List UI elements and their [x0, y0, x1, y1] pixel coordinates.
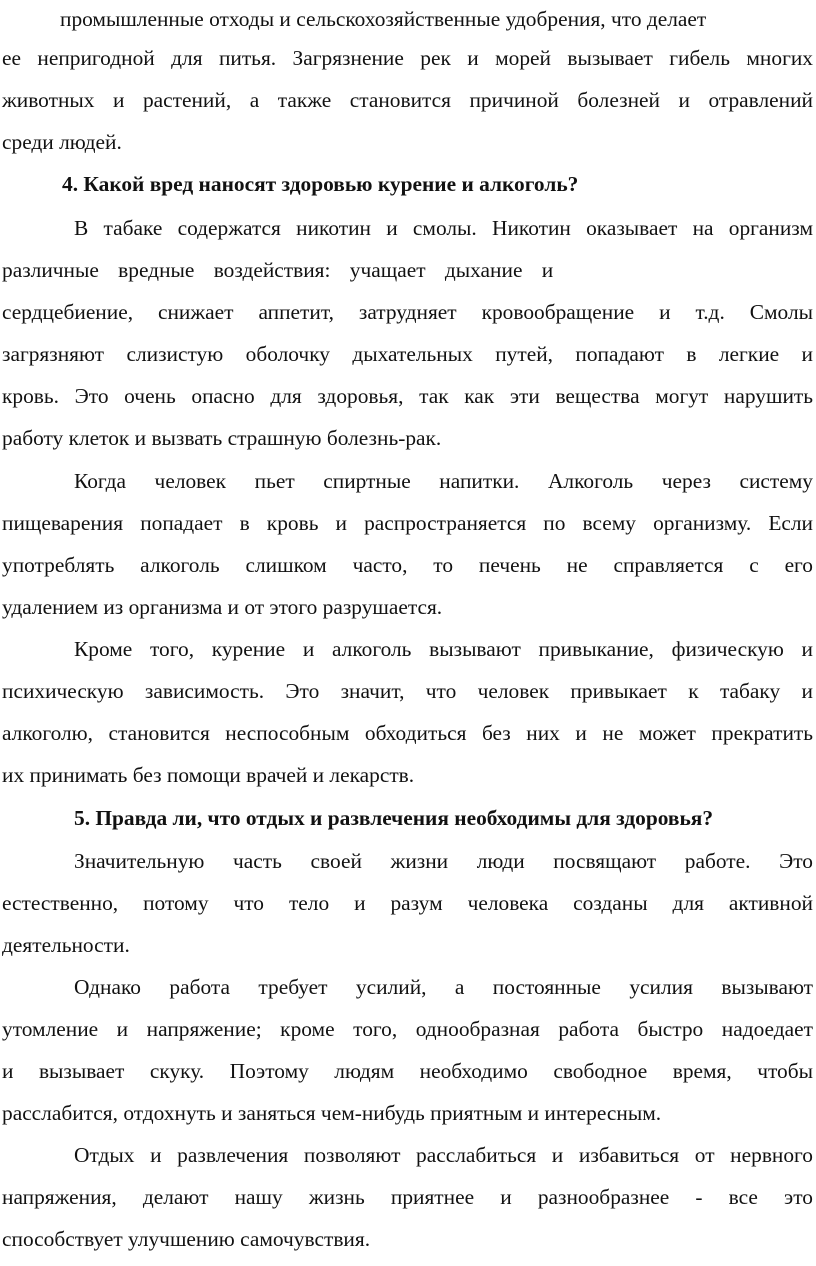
text-line: Отдых и развлечения позволяют расслабиться и избавиться от нервного — [74, 1143, 813, 1167]
text-line: употреблять алкоголь слишком часто, то печень не справляется с его — [2, 553, 813, 577]
text-line: ее непригодной для питья. Загрязнение рек и морей вызывает гибель многих — [2, 46, 813, 70]
section-heading-5: 5. Правда ли, что отдых и развлечения необходимы для здоровья? — [74, 806, 714, 830]
text-line: кровь. Это очень опасно для здоровья, так как эти вещества могут нарушить — [2, 384, 813, 408]
text-line: животных и растений, а также становится причиной болезней и отравлений — [2, 88, 813, 112]
text-line: Однако работа требует усилий, а постоянные усилия вызывают — [74, 975, 813, 999]
text-line: их принимать без помощи врачей и лекарств. — [2, 763, 415, 787]
text-line: промышленные отходы и сельскохозяйственные удобрения, что делает — [60, 7, 707, 31]
text-line: способствует улучшению самочувствия. — [2, 1227, 371, 1251]
text-line: естественно, потому что тело и разум человека созданы для активной — [2, 891, 813, 915]
text-line: напряжения, делают нашу жизнь приятнее и разнообразнее - все это — [2, 1185, 813, 1209]
text-line: и вызывает скуку. Поэтому людям необходимо свободное время, чтобы — [2, 1059, 813, 1083]
text-line: различные вредные воздействия: учащает дыхание и — [2, 258, 554, 282]
text-line: сердцебиение, снижает аппетит, затрудняет кровообращение и т.д. Смолы — [2, 300, 813, 324]
text-line: расслабится, отдохнуть и заняться чем-нибудь приятным и интересным. — [2, 1101, 662, 1125]
text-line: В табаке содержатся никотин и смолы. Никотин оказывает на организм — [74, 216, 813, 240]
text-line: загрязняют слизистую оболочку дыхательных путей, попадают в легкие и — [2, 342, 813, 366]
text-line: деятельности. — [2, 933, 130, 957]
text-line: среди людей. — [2, 130, 122, 154]
text-line: работу клеток и вызвать страшную болезнь-рак. — [2, 426, 442, 450]
text-line: алкоголю, становится неспособным обходиться без них и не может прекратить — [2, 721, 813, 745]
text-line: утомление и напряжение; кроме того, однообразная работа быстро надоедает — [2, 1017, 813, 1041]
text-line: Значительную часть своей жизни люди посвящают работе. Это — [74, 849, 813, 873]
text-line: Кроме того, курение и алкоголь вызывают привыкание, физическую и — [74, 637, 813, 661]
text-line: удалением из организма и от этого разрушается. — [2, 595, 443, 619]
text-line: Когда человек пьет спиртные напитки. Алкоголь через систему — [74, 469, 813, 493]
section-heading-4: 4. Какой вред наносят здоровью курение и алкоголь? — [62, 172, 579, 196]
text-line: психическую зависимость. Это значит, что человек привыкает к табаку и — [2, 679, 813, 703]
text-line: пищеварения попадает в кровь и распространяется по всему организму. Если — [2, 511, 813, 535]
